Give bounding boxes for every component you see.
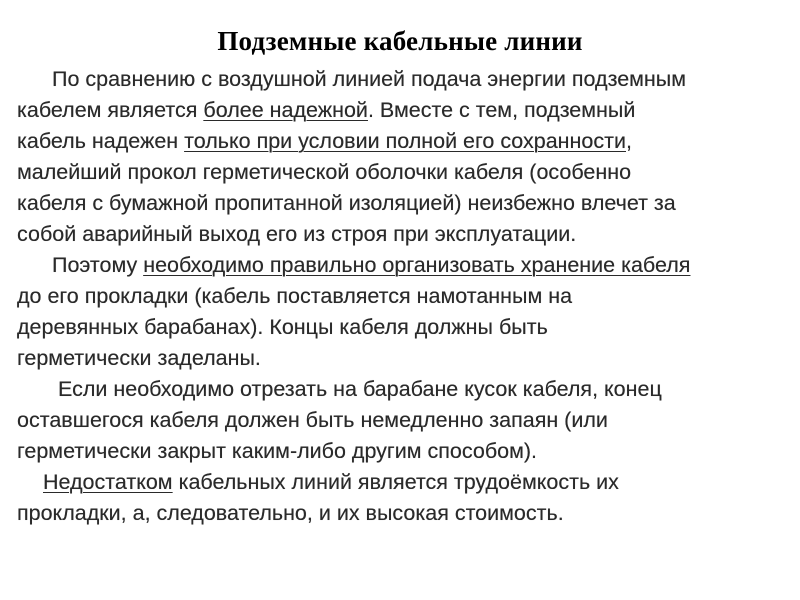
text-line — [17, 281, 787, 312]
text-line — [17, 436, 787, 467]
underlined-phrase: только при условии полной его сохранности — [184, 129, 626, 153]
text-line — [17, 405, 787, 436]
text-line — [17, 312, 787, 343]
text-run: собой аварийный выход его из строя при эксплуатации. — [17, 222, 577, 246]
text-run: герметически заделаны. — [17, 346, 261, 370]
text-run: Если необходимо отрезать на барабане кусок кабеля, конец — [58, 377, 662, 401]
text-run: малейший прокол герметической оболочки кабеля (особенно — [17, 160, 632, 184]
text-run: деревянных барабанах). Концы кабеля должны быть — [17, 315, 548, 339]
text-line — [17, 157, 787, 188]
text-line — [17, 219, 787, 250]
text-run: кабельных линий является трудоёмкость их — [172, 470, 619, 494]
text-run: . Вместе с тем, подземный — [367, 98, 636, 122]
text-run: прокладки, а, следовательно, и их высокая стоимость. — [17, 501, 564, 525]
underlined-phrase: необходимо правильно организовать хранение кабеля — [143, 253, 691, 277]
underlined-phrase: более надежной — [203, 98, 368, 122]
text-run: кабеля с бумажной пропитанной изоляцией) неизбежно влечет за — [17, 191, 676, 215]
text-run: , — [626, 129, 632, 153]
text-run: оставшегося кабеля должен быть немедленно запаян (или — [17, 408, 608, 432]
text-line — [17, 250, 787, 281]
text-line — [17, 188, 787, 219]
slide-title: Подземные кабельные линии — [217, 26, 583, 56]
text-line — [17, 374, 787, 405]
text-line — [17, 64, 787, 95]
text-run: кабелем является — [17, 98, 204, 122]
text-line — [17, 126, 787, 157]
text-line — [17, 498, 787, 529]
text-line — [17, 343, 787, 374]
text-run: кабель надежен — [17, 129, 185, 153]
slide-body — [17, 64, 787, 529]
text-run: По сравнению с воздушной линией подача энергии подземным — [52, 67, 687, 91]
text-line — [17, 467, 787, 498]
text-run: Поэтому — [52, 253, 144, 277]
text-run: до его прокладки (кабель поставляется намотанным на — [17, 284, 573, 308]
text-run: герметически закрыт каким-либо другим способом). — [17, 439, 538, 463]
text-line — [17, 95, 787, 126]
underlined-phrase: Недостатком — [43, 470, 173, 494]
